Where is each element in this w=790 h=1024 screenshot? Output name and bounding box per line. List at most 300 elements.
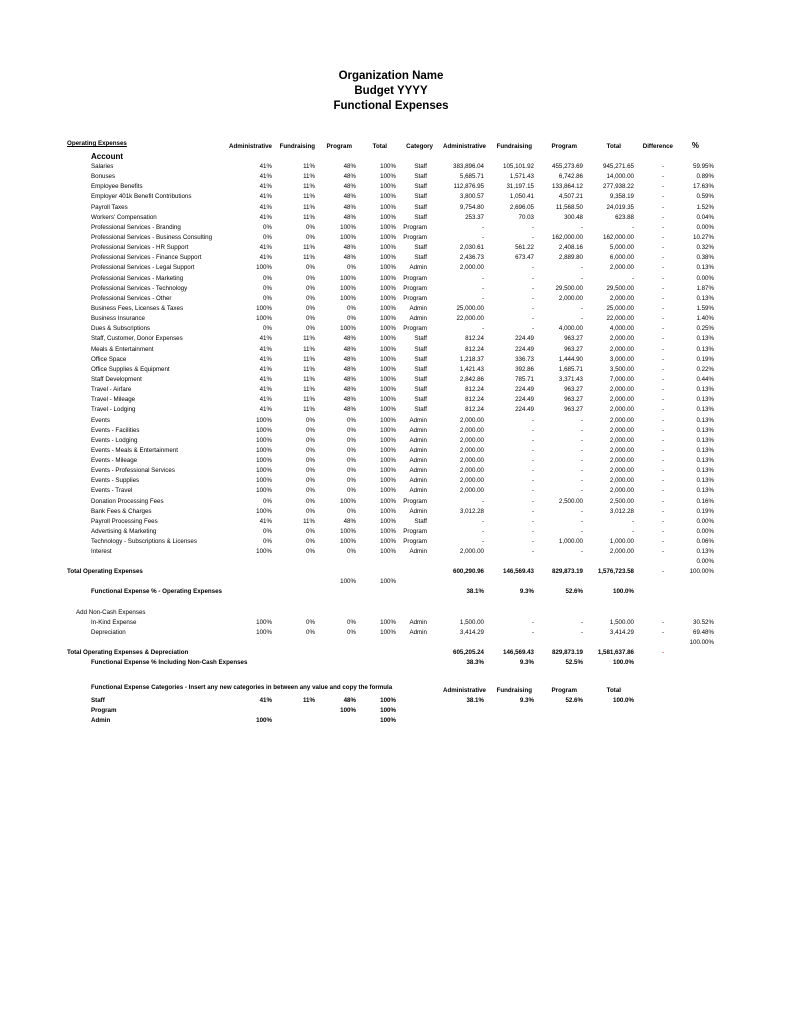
row-pct: 10.27% <box>693 233 714 241</box>
row-pct: 0.13% <box>696 264 714 272</box>
row-admin-pct: 100% <box>256 436 272 444</box>
row-total-amt: 3,000.00 <box>609 355 634 363</box>
row-prog-pct: 48% <box>343 355 356 363</box>
row-pct: 0.59% <box>696 193 714 201</box>
row-category: Staff <box>414 254 427 262</box>
category-prog-pct: 48% <box>343 697 356 704</box>
row-admin-pct: 41% <box>259 375 272 383</box>
row-admin-pct: 100% <box>256 507 272 515</box>
row-admin-pct: 100% <box>256 467 272 475</box>
row-fund-amt: - <box>531 304 534 312</box>
row-difference: - <box>661 426 664 434</box>
row-total-amt: 5,000.00 <box>609 244 634 252</box>
row-total-amt: 2,000.00 <box>609 345 634 353</box>
row-admin-amt: 253.37 <box>465 213 484 221</box>
row-category: Program <box>403 538 427 546</box>
row-total-amt: 29,500.00 <box>606 284 634 292</box>
row-admin-amt: 25,000.00 <box>456 304 484 312</box>
category-total-pct: 100% <box>380 697 396 704</box>
category-name: Program <box>91 707 117 714</box>
categories-sum-admin: 38.1% <box>466 697 484 704</box>
row-pct: 0.13% <box>696 436 714 444</box>
row-fund-amt: - <box>531 426 534 434</box>
row-prog-pct: 100% <box>340 528 356 536</box>
row-fund-pct: 11% <box>303 335 315 343</box>
row-difference: - <box>661 274 664 282</box>
row-difference: - <box>661 233 664 241</box>
row-prog-amt: 963.27 <box>564 386 583 394</box>
col-header-admin-pct: Administrative <box>229 143 272 150</box>
total-difference: - <box>661 568 664 575</box>
row-prog-amt: - <box>580 315 583 323</box>
row-difference: - <box>661 375 664 383</box>
row-prog-pct: 100% <box>340 274 356 282</box>
row-category: Admin <box>409 446 427 454</box>
row-fund-amt: - <box>531 274 534 282</box>
row-prog-amt: 2,500.00 <box>558 497 583 505</box>
row-fund-amt: 224.49 <box>515 335 534 343</box>
row-prog-amt: 133,864.12 <box>552 183 583 191</box>
category-admin-pct: 41% <box>259 697 272 704</box>
row-account: Events <box>91 416 110 424</box>
row-admin-amt: 812.24 <box>465 386 484 394</box>
row-prog-amt: - <box>580 304 583 312</box>
row-account: Bonuses <box>91 173 116 181</box>
row-pct: 0.38% <box>696 254 714 262</box>
row-pct: 0.32% <box>696 244 714 252</box>
row-difference: - <box>661 507 664 515</box>
row-fund-pct: 11% <box>303 406 315 414</box>
row-total-pct: 100% <box>380 457 396 465</box>
row-admin-amt: - <box>481 517 484 525</box>
row-admin-pct: 41% <box>259 183 272 191</box>
row-category: Admin <box>409 487 427 495</box>
col-header-category: Category <box>406 143 433 150</box>
row-prog-amt: - <box>580 274 583 282</box>
row-admin-amt: 1,500.00 <box>459 619 484 626</box>
row-fund-pct: 0% <box>306 497 315 505</box>
row-account: Bank Fees & Charges <box>91 507 152 515</box>
row-fund-amt: - <box>531 457 534 465</box>
row-category: Staff <box>414 163 427 170</box>
row-admin-pct: 41% <box>259 193 272 201</box>
row-total-pct: 100% <box>380 304 396 312</box>
row-fund-amt: 1,050.41 <box>509 193 534 201</box>
row-prog-pct: 48% <box>343 173 356 181</box>
row-account: Staff Development <box>91 375 142 383</box>
row-account: Office Supplies & Equipment <box>91 365 170 373</box>
row-pct: 0.13% <box>696 294 714 302</box>
row-total-pct: 100% <box>380 163 396 170</box>
row-prog-pct: 48% <box>343 183 356 191</box>
row-difference: - <box>661 629 664 636</box>
row-difference: - <box>661 446 664 454</box>
row-fund-pct: 11% <box>303 213 315 221</box>
row-total-amt: - <box>631 517 634 525</box>
row-total-amt: 2,000.00 <box>609 436 634 444</box>
row-admin-amt: 2,000.00 <box>459 416 484 424</box>
row-total-pct: 100% <box>380 284 396 292</box>
row-total-amt: - <box>631 274 634 282</box>
row-fund-amt: - <box>531 233 534 241</box>
row-total-amt: - <box>631 223 634 231</box>
row-account: Professional Services - HR Support <box>91 244 189 252</box>
row-category: Staff <box>414 193 427 201</box>
total-dep-fund-amt: 146,569.43 <box>503 649 534 656</box>
categories-col-admin: Administrative <box>443 687 486 694</box>
row-prog-amt: - <box>580 223 583 231</box>
row-admin-amt: 2,000.00 <box>459 436 484 444</box>
row-admin-pct: 41% <box>259 517 272 525</box>
row-admin-amt: 9,754.80 <box>459 203 484 211</box>
row-prog-amt: 455,273.69 <box>552 163 583 170</box>
row-prog-pct: 48% <box>343 254 356 262</box>
row-admin-pct: 41% <box>259 396 272 404</box>
row-prog-pct: 0% <box>347 436 356 444</box>
row-fund-amt: 31,197.15 <box>506 183 534 191</box>
row-fund-pct: 0% <box>306 548 315 556</box>
row-prog-pct: 100% <box>340 497 356 505</box>
row-total-amt: 3,414.29 <box>609 629 634 636</box>
row-fund-pct: 11% <box>303 193 315 201</box>
col-header-total-amt: Total <box>606 143 621 150</box>
row-total-amt: 2,500.00 <box>609 497 634 505</box>
row-pct: 0.06% <box>696 538 714 546</box>
row-fund-amt: 673.47 <box>515 254 534 262</box>
row-admin-amt: 383,896.04 <box>453 163 484 170</box>
row-fund-amt: - <box>531 294 534 302</box>
row-total-pct: 100% <box>380 477 396 485</box>
row-category: Program <box>403 528 427 536</box>
row-total-amt: 2,000.00 <box>609 457 634 465</box>
row-account: Professional Services - Technology <box>91 284 188 292</box>
row-prog-amt: 2,408.16 <box>558 244 583 252</box>
categories-sum-total: 100.0% <box>613 697 634 704</box>
row-difference: - <box>661 345 664 353</box>
row-total-pct: 100% <box>380 426 396 434</box>
row-total-amt: 14,000.00 <box>606 173 634 181</box>
row-pct: 0.00% <box>696 528 714 536</box>
row-total-amt: 2,000.00 <box>609 406 634 414</box>
row-difference: - <box>661 365 664 373</box>
row-total-amt: 1,000.00 <box>609 538 634 546</box>
row-account: Professional Services - Branding <box>91 223 181 231</box>
row-difference: - <box>661 325 664 333</box>
functional-prog-pct: 52.6% <box>565 588 583 595</box>
row-admin-amt: 22,000.00 <box>456 315 484 323</box>
row-prog-pct: 48% <box>343 365 356 373</box>
row-category: Program <box>403 294 427 302</box>
row-total-pct: 100% <box>380 528 396 536</box>
row-fund-pct: 0% <box>306 416 315 424</box>
row-total-pct: 100% <box>380 406 396 414</box>
row-category: Admin <box>409 619 427 626</box>
row-prog-amt: - <box>580 264 583 272</box>
row-fund-pct: 11% <box>303 203 315 211</box>
row-fund-pct: 11% <box>303 345 315 353</box>
row-fund-pct: 0% <box>306 233 315 241</box>
row-account: Salaries <box>91 163 114 170</box>
row-prog-amt: 300.48 <box>564 213 583 221</box>
row-admin-amt: 2,000.00 <box>459 477 484 485</box>
row-account: Advertising & Marketing <box>91 528 157 536</box>
row-total-pct: 100% <box>380 446 396 454</box>
row-admin-amt: 2,000.00 <box>459 264 484 272</box>
row-pct: 0.13% <box>696 467 714 475</box>
row-admin-amt: - <box>481 538 484 546</box>
row-category: Staff <box>414 173 427 181</box>
col-header-difference: Difference <box>642 143 673 150</box>
row-prog-pct: 48% <box>343 203 356 211</box>
row-admin-amt: 2,000.00 <box>459 548 484 556</box>
budget-year: Budget YYYY <box>354 85 428 97</box>
functional-pct-label: Functional Expense % - Operating Expenses <box>91 588 223 595</box>
row-fund-amt: - <box>531 264 534 272</box>
row-category: Staff <box>414 213 427 221</box>
row-account: Staff, Customer, Donor Expenses <box>91 335 183 343</box>
category-fund-pct: 11% <box>302 697 315 704</box>
row-prog-pct: 0% <box>347 629 356 636</box>
row-admin-pct: 100% <box>256 477 272 485</box>
row-admin-pct: 0% <box>263 538 272 546</box>
row-prog-amt: 963.27 <box>564 345 583 353</box>
row-prog-pct: 100% <box>340 538 356 546</box>
row-category: Staff <box>414 365 427 373</box>
row-fund-amt: - <box>531 416 534 424</box>
row-admin-amt: 812.24 <box>465 396 484 404</box>
row-total-pct: 100% <box>380 193 396 201</box>
row-total-pct: 100% <box>380 629 396 636</box>
row-prog-pct: 0% <box>347 426 356 434</box>
row-admin-pct: 41% <box>259 345 272 353</box>
row-category: Admin <box>409 264 427 272</box>
row-difference: - <box>661 294 664 302</box>
row-admin-pct: 0% <box>263 325 272 333</box>
row-total-amt: 2,000.00 <box>609 294 634 302</box>
row-total-amt: 2,000.00 <box>609 426 634 434</box>
row-admin-amt: 1,421.43 <box>459 365 484 373</box>
row-fund-pct: 0% <box>306 507 315 515</box>
row-fund-amt: - <box>531 629 534 636</box>
row-category: Admin <box>409 315 427 323</box>
row-pct: 0.25% <box>696 325 714 333</box>
row-admin-amt: 2,000.00 <box>459 487 484 495</box>
row-admin-amt: - <box>481 223 484 231</box>
row-total-pct: 100% <box>380 325 396 333</box>
row-difference: - <box>661 386 664 394</box>
row-account: Technology - Subscriptions & Licenses <box>91 538 197 546</box>
row-account: Events - Travel <box>91 487 133 495</box>
row-difference: - <box>661 335 664 343</box>
row-pct: 0.13% <box>696 335 714 343</box>
row-prog-amt: 3,371.43 <box>558 375 583 383</box>
col-header-prog-amt: Program <box>551 143 577 150</box>
row-difference: - <box>661 538 664 546</box>
row-fund-amt: 224.49 <box>515 345 534 353</box>
row-prog-pct: 0% <box>347 548 356 556</box>
row-admin-amt: - <box>481 325 484 333</box>
categories-col-total: Total <box>606 687 621 694</box>
row-pct: 0.19% <box>696 355 714 363</box>
row-category: Program <box>403 233 427 241</box>
row-admin-amt: - <box>481 294 484 302</box>
row-prog-amt: 963.27 <box>564 335 583 343</box>
row-admin-pct: 0% <box>263 497 272 505</box>
row-prog-amt: 963.27 <box>564 406 583 414</box>
row-pct: 0.13% <box>696 457 714 465</box>
row-difference: - <box>661 173 664 181</box>
row-pct: 0.00% <box>696 223 714 231</box>
category-name: Staff <box>91 697 105 704</box>
row-prog-amt: - <box>580 467 583 475</box>
row-difference: - <box>661 254 664 262</box>
section-title: Operating Expenses <box>67 140 127 147</box>
row-admin-pct: 100% <box>256 619 272 626</box>
row-admin-pct: 100% <box>256 304 272 312</box>
row-fund-pct: 0% <box>306 467 315 475</box>
row-pct: 30.52% <box>693 619 714 626</box>
row-account: Events - Meals & Entertainment <box>91 446 179 454</box>
row-fund-pct: 0% <box>306 304 315 312</box>
row-admin-amt: 3,414.29 <box>459 629 484 636</box>
row-admin-amt: - <box>481 274 484 282</box>
row-fund-amt: - <box>531 436 534 444</box>
row-admin-amt: 2,842.86 <box>459 375 484 383</box>
total-admin-amt: 600,290.96 <box>453 568 484 575</box>
row-fund-pct: 11% <box>303 355 315 363</box>
row-pct: 0.13% <box>696 426 714 434</box>
category-total-pct: 100% <box>380 717 396 724</box>
row-admin-pct: 0% <box>263 233 272 241</box>
row-prog-pct: 0% <box>347 446 356 454</box>
row-prog-pct: 100% <box>340 233 356 241</box>
row-total-amt: 2,000.00 <box>609 467 634 475</box>
row-fund-pct: 0% <box>306 274 315 282</box>
noncash-header: Add Non-Cash Expenses <box>76 609 146 616</box>
row-account: Events - Facilities <box>91 426 140 434</box>
row-prog-amt: 29,500.00 <box>555 284 583 292</box>
row-account: Employer 401k Benefit Contributions <box>91 193 192 201</box>
row-pct: 1.59% <box>696 304 714 312</box>
row-total-amt: 162,000.00 <box>603 233 634 241</box>
row-admin-amt: 2,000.00 <box>459 467 484 475</box>
row-total-amt: 2,000.00 <box>609 264 634 272</box>
row-total-pct: 100% <box>380 223 396 231</box>
total-dep-prog-amt: 829,873.19 <box>552 649 583 656</box>
row-fund-pct: 11% <box>303 517 315 525</box>
row-pct: 1.52% <box>696 203 714 211</box>
categories-sum-prog: 52.6% <box>565 697 583 704</box>
col-header-pct: % <box>691 141 699 150</box>
row-prog-pct: 0% <box>347 477 356 485</box>
row-admin-pct: 100% <box>256 315 272 323</box>
row-admin-amt: 2,000.00 <box>459 457 484 465</box>
row-total-pct: 100% <box>380 213 396 221</box>
col-header-total-pct: Total <box>372 143 387 150</box>
row-difference: - <box>661 497 664 505</box>
row-pct: 0.89% <box>696 173 714 181</box>
row-prog-pct: 0% <box>347 507 356 515</box>
row-total-pct: 100% <box>380 517 396 525</box>
row-account: Depreciation <box>91 629 126 636</box>
row-total-amt: 3,012.28 <box>609 507 634 515</box>
row-total-amt: 1,500.00 <box>609 619 634 626</box>
row-account: Events - Lodging <box>91 436 138 444</box>
row-prog-amt: 162,000.00 <box>552 233 583 241</box>
row-total-pct: 100% <box>380 345 396 353</box>
row-account: Donation Processing Fees <box>91 497 164 505</box>
row-admin-amt: 2,030.61 <box>459 244 484 252</box>
row-category: Program <box>403 497 427 505</box>
row-fund-pct: 0% <box>306 426 315 434</box>
row-difference: - <box>661 548 664 556</box>
row-account: In-Kind Expense <box>91 619 137 626</box>
row-fund-amt: - <box>531 477 534 485</box>
row-category: Program <box>403 274 427 282</box>
row-fund-pct: 11% <box>303 183 315 191</box>
row-fund-pct: 0% <box>306 264 315 272</box>
row-total-pct: 100% <box>380 497 396 505</box>
row-total-amt: 24,019.35 <box>606 203 634 211</box>
functional-noncash-admin: 38.3% <box>466 659 484 666</box>
row-category: Program <box>403 325 427 333</box>
row-category: Staff <box>414 406 427 414</box>
row-account: Dues & Subscriptions <box>91 325 151 333</box>
row-account: Interest <box>91 548 112 556</box>
row-pct: 0.22% <box>696 365 714 373</box>
total-pct: 100.00% <box>689 568 714 575</box>
row-difference: - <box>661 203 664 211</box>
row-total-amt: 2,000.00 <box>609 416 634 424</box>
row-fund-pct: 0% <box>306 436 315 444</box>
row-prog-amt: 1,444.90 <box>558 355 583 363</box>
row-total-pct: 100% <box>380 365 396 373</box>
row-difference: - <box>661 396 664 404</box>
row-admin-amt: 3,012.28 <box>459 507 484 515</box>
row-admin-pct: 41% <box>259 386 272 394</box>
row-admin-amt: - <box>481 284 484 292</box>
row-category: Admin <box>409 416 427 424</box>
row-prog-amt: - <box>580 528 583 536</box>
row-category: Program <box>403 284 427 292</box>
row-fund-pct: 11% <box>303 254 315 262</box>
row-difference: - <box>661 416 664 424</box>
row-account: Employee Benefits <box>91 183 143 191</box>
row-category: Admin <box>409 436 427 444</box>
row-admin-pct: 41% <box>259 244 272 252</box>
row-total-amt: 277,938.22 <box>603 183 634 191</box>
row-prog-pct: 100% <box>340 284 356 292</box>
row-category: Admin <box>409 304 427 312</box>
row-total-pct: 100% <box>380 183 396 191</box>
row-account: Payroll Taxes <box>91 203 128 211</box>
functional-noncash-fund: 9.3% <box>519 659 534 666</box>
row-difference: - <box>661 467 664 475</box>
row-admin-amt: 2,000.00 <box>459 446 484 454</box>
row-admin-pct: 41% <box>259 173 272 181</box>
row-difference: - <box>661 619 664 626</box>
row-prog-pct: 48% <box>343 213 356 221</box>
row-pct: 0.13% <box>696 406 714 414</box>
row-prog-pct: 48% <box>343 375 356 383</box>
row-total-amt: 22,000.00 <box>606 315 634 323</box>
row-prog-amt: - <box>580 629 583 636</box>
row-total-pct: 100% <box>380 507 396 515</box>
row-account: Workers' Compensation <box>91 213 157 221</box>
row-pct: 0.13% <box>696 386 714 394</box>
row-total-pct: 100% <box>380 375 396 383</box>
org-name: Organization Name <box>338 70 444 82</box>
